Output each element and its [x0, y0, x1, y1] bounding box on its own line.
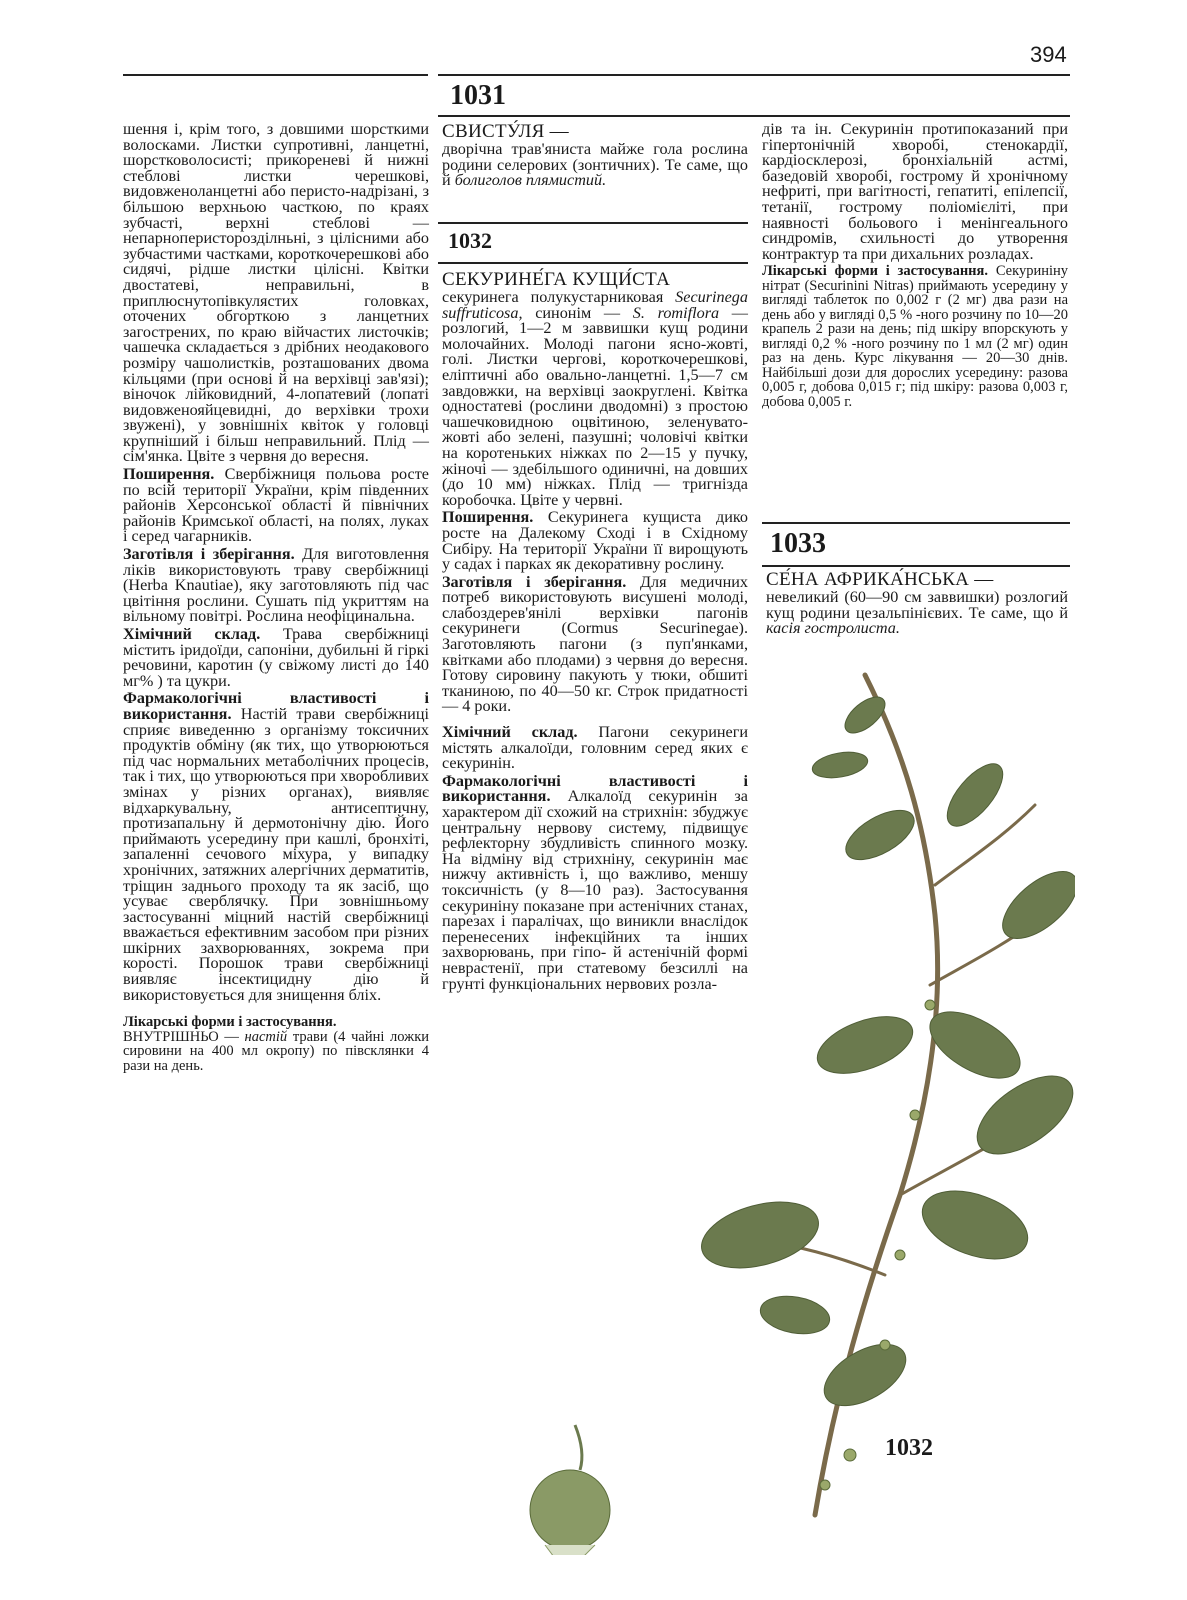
entry-title-1031: СВИСТУ́ЛЯ —	[442, 121, 569, 142]
entry-1032-description: секуринега полукустарниковая Securinega suffruticosa, синонім — S. romiflora — розлогий, 1—2 м заввишки кущ родини молочайних. Молоді пагони ясно-жовті, голі. Листки чергові, короткочерешкові, еліптичні або овально-ланцетні. 1,5—7 см завдовжки, на верхівці заокруглені. Квітка одностатеві (рослини дводомні) з простою чашечковидною оцвітиною, зеленувато-жовті або зелені, пазушні; чоловічі квітки на коротеньких ніжках по 2—15 у пучку, жіночі — здебільшого одиничні, на довших (до 10 мм) ніжках. Плід — тригнізда коробочка. Цвіте у червні.	[442, 288, 748, 509]
rule-1032	[438, 222, 748, 224]
column-3	[762, 122, 1068, 409]
col1-chemistry: Хімічний склад. Трава свербіжниці містить іридоїди, сапоніни, дубильні й гіркі речовини, каротин (у свіжому листі до 140 мг% ) та цукри.	[123, 625, 429, 690]
top-rule-right	[438, 74, 1070, 76]
page-number: 394	[1030, 42, 1067, 67]
rule-1031	[438, 115, 1070, 117]
entry-title-1032: СЕКУРИНЕ́ГА КУЩИ́СТА	[442, 269, 671, 290]
top-rule-left	[123, 74, 428, 76]
entry-number-1033: 1033	[770, 528, 826, 559]
rule-1033-b	[762, 565, 1070, 567]
securinega-illustration	[505, 655, 1075, 1555]
column-2	[442, 122, 748, 189]
col1-pharmacology: Фармакологічні властивості і використання. Настій трави свербіжниці сприяє виведенню з організму токсичних продуктів обміну (як тих, що утворюються під час нормальних метаболічних процесів, так і тих, що утворюються при хворобливих змінах у різних органах), виявляє відхаркувальну, антисептичну, протизапальну й дермотонічну дію. Його приймають усередину при кашлі, бронхіті, запаленні сечового міхура, у випадку хронічних, затяжних алергічних дерматитів, тріщин заднього проходу та як засіб, що усуває сверблячку. При зовнішньому застосуванні міцний настій свербіжниці вважається ефективним засобом при різних шкірних захворюваннях, зокрема при корості. Порошок трави свербіжниці виявляє інсектицидну дію й використовується для знищення бліх.	[123, 689, 429, 1004]
entry-1032-distribution: Поширення. Секуринега кущиста дико росте на Далекому Сході і в Східному Сибіру. На території України її вирощують у садах і парках як декоративну рослину.	[442, 508, 748, 574]
col1-harvest: Заготівля і зберігання. Для виготовлення ліків використовують траву свербіжниці (Herba Knautiae), яку заготовляють під час цвітіння рослини. Сушать під укриттям на вільному повітрі. Рослина неофіцинальна.	[123, 545, 429, 626]
entry-1032-harvest: Заготівля і зберігання. Для медичних потреб використовують висушені молоді, слабоздерев'янілі верхівки пагонів секуринеги (Cormus Securinegae). Заготовляють пагони (з пуп'янками, квітками або плодами) з червня до вересня. Готову сировину пакують у тюки, обшиті тканиною, по 40—50 кг. Строк придатності — 4 роки.	[442, 572, 748, 716]
col1-dosage: Лікарські форми і застосування. ВНУТРІШНЬО — настій трави (4 чайні ложки сировини на 400 мл окропу) по півсклянки 4 рази на день.	[123, 1014, 429, 1074]
entry-1032-pharmacology: Фармакологічні властивості і використання. Алкалоїд секуринін за характером дії схожий на стрихнін: збуджує центральну нервову систему, підвищує рефлекторну збудливість спинного мозку. На відміну від стрихніну, секуринін має нижчу активність і, що важливо, меншу токсичність (у 8—10 раз). Застосування секуриніну показане при астенічних станах, парезах і паралічах, що виникли внаслідок перенесених інфекційних та інших захворювань, при гіпо- й астенічній формі неврастенії, при статевому безсиллі на грунті функціональних нервових розла-	[442, 771, 748, 993]
entry-1031-text: дворічна трав'яниста майже гола рослина родини селерових (зонтичних). Те саме, що й болиголов плямистий.	[442, 140, 748, 190]
col1-paragraph: шення і, крім того, з довшими шорсткими волосками. Листки супротивні, ланцетні, шорстковолосисті; прикореневі й нижні стеблові листки черешкові, видовженоланцетні або перисто-надрізані, з більшою верхньою часткою, по краях зубчасті, верхні стеблові — непарноперисторозділньні, з цілісними або зубчастими частками, короткочерешкові або сидячі, рідше листки цілісні. Квітки двостатеві, неправильні, в приплюснутопівкулястих головках, оточених обгорткою з ланцетних загострених, по краю війчастих листочків; чашечка складається з дрібних неодакового розміру чашолистків, розташованих двома кільцями (при основі й на верхівці зав'язі); віночок лійковидний, 4-лопатевий (лопаті видовженояйцевидні, до верхівки трохи звужені), у зовнішніх квіток у головці крупніший і більш неправильний. Плід — сім'янка. Цвіте з червня до вересня.	[123, 120, 429, 466]
illustration-caption: 1032	[885, 1435, 933, 1461]
column-3-1033	[766, 570, 1068, 637]
entry-number-1031: 1031	[450, 80, 506, 111]
col1-distribution: Поширення. Свербіжниця польова росте по всій території України, крім південних районів Херсонської області й північних районів Кримської області, на полях, луках і серед чагарників.	[123, 465, 429, 546]
entry-title-1033: СЕ́НА АФРИКА́НСЬКА —	[766, 569, 994, 590]
entry-1033-text: невеликий (60—90 см заввишки) розлогий кущ родини цезальпінієвих. Те саме, що й касія гостролиста.	[766, 588, 1068, 638]
rule-1033	[762, 522, 1070, 524]
rule-1032-b	[438, 262, 748, 264]
entry-1032-dosage: Лікарські форми і застосування. Секуриніну нітрат (Securinini Nitras) приймають усередину у вигляді таблеток по 0,002 г (2 мг) два рази на день або у вигляді 0,5 % -ного розчину по 10—20 крапель 2 рази на день; під шкіру впорскують у вигляді 0,2 % -ного розчину по 1 мл (2 мг) один раз на день. Курс лікування — 20—30 днів. Найбільші дози для дорослих усередину: разова 0,005 г, добова 0,015 г; під шкіру: разова 0,003 г, добова 0,005 г.	[762, 263, 1068, 410]
entry-1032-chemistry: Хімічний склад. Пагони секуринеги містять алкалоїди, головним серед яких є секуринін.	[442, 723, 749, 773]
entry-1032-contraindications: дів та ін. Секуринін протипоказаний при гіпертонічній хворобі, стенокардії, кардіосклерозі, бронхіальній астмі, базедовій хворобі, гострому й хронічному нефриті, при вагітності, гепатиті, епілепсії, тетанії, гострому поліомієліті, при наявності больового і менінгеального синдромів, схильності до утворення контрактур та при дихальних розладах.	[762, 120, 1068, 263]
column-1	[123, 122, 429, 1073]
entry-number-1032: 1032	[448, 228, 492, 253]
